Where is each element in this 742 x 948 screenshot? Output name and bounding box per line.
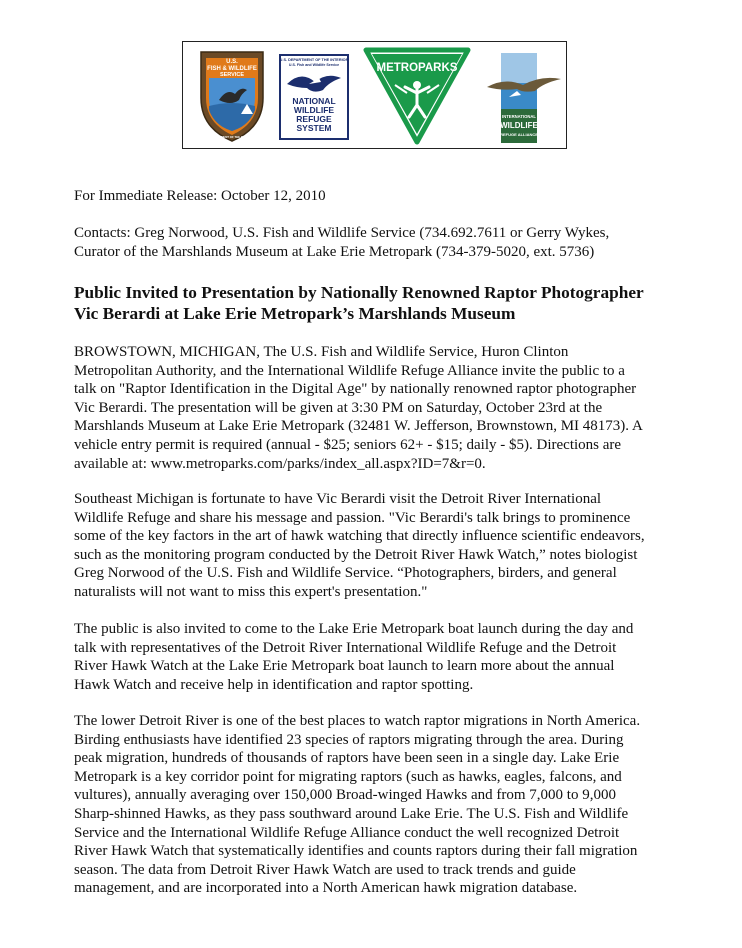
paragraph-line: talk on "Raptor Identification in the Digital Age" by nationally renowned raptor photographer xyxy=(74,381,637,398)
contacts xyxy=(74,224,699,261)
headline-line: Public Invited to Presentation by Nationally Renowned Raptor Photographer xyxy=(74,283,644,302)
paragraph-line: vehicle entry permit is required (annual - $25; seniors 62+ - $15; daily - $5). Directions are xyxy=(74,436,622,453)
svg-text:SERVICE: SERVICE xyxy=(219,72,245,78)
paragraph-line: Southeast Michigan is fortunate to have Vic Berardi visit the Detroit River International xyxy=(74,491,602,507)
svg-text:REFUGE: REFUGE xyxy=(296,114,332,124)
headline xyxy=(74,282,714,324)
svg-text:FISH & WILDLIFE: FISH & WILDLIFE xyxy=(207,66,257,72)
svg-text:METROPARKS: METROPARKS xyxy=(376,62,458,74)
paragraph-line: naturalists will not want to miss this expert's presentation." xyxy=(74,583,428,600)
paragraph-line: Vic Berardi. The presentation will be given at 3:30 PM on Saturday, October 23rd at the xyxy=(74,399,603,416)
paragraph-line: Wildlife Refuge and share his message and passion. "Vic Berardi's talk brings to prominence xyxy=(74,509,631,526)
paragraph-line: Marshlands Museum at Lake Erie Metropark (32481 W. Jefferson, Brownstown, MI 48173). A xyxy=(74,418,643,435)
paragraph-line: some of the key factors in the art of hawk watching that directly influence scientific endeavors, xyxy=(74,528,645,545)
release-date-text: For Immediate Release: October 12, 2010 xyxy=(74,188,326,204)
svg-text:U.S. Fish and Wildlife Service: U.S. Fish and Wildlife Service xyxy=(288,63,340,67)
paragraph-quote xyxy=(74,490,699,602)
paragraph-intro xyxy=(74,343,699,473)
paragraph-boat-launch xyxy=(74,620,699,694)
contacts-line: Curator of the Marshlands Museum at Lake Erie Metropark (734-379-5020, ext. 5736) xyxy=(74,243,595,260)
paragraph-line: Sharp-shinned Hawks, as they pass southward around Lake Erie. The U.S. Fish and Wildlife xyxy=(74,805,629,822)
paragraph-line: available at: www.metroparks.com/parks/index_all.aspx?ID=7&r=0. xyxy=(74,455,486,472)
svg-text:NATIONAL: NATIONAL xyxy=(292,96,336,106)
paragraph-line: talk with representatives of the Detroit River International Wildlife Refuge and the Detroit xyxy=(74,639,617,656)
svg-text:SYSTEM: SYSTEM xyxy=(296,123,332,133)
svg-text:DEPARTMENT OF THE INTERIOR: DEPARTMENT OF THE INTERIOR xyxy=(209,135,255,139)
nwrs-logo xyxy=(279,54,349,140)
paragraph-line: The public is also invited to come to the Lake Erie Metropark boat launch during the day and xyxy=(74,621,634,637)
contacts-line: Contacts: Greg Norwood, U.S. Fish and Wildlife Service (734.692.7611 or Gerry Wykes, xyxy=(74,225,610,241)
logo-banner xyxy=(182,41,567,149)
paragraph-line: The lower Detroit River is one of the best places to watch raptor migrations in North America. xyxy=(74,713,641,729)
usfws-shield-logo xyxy=(197,48,267,144)
paragraph-line: Hawk Watch and receive help in identification and raptor spotting. xyxy=(74,676,474,693)
svg-text:U.S.: U.S. xyxy=(226,59,238,65)
paragraph-line: such as the monitoring program conducted by the Detroit River Hawk Watch,” notes biologist xyxy=(74,546,638,563)
svg-text:INTERNATIONAL: INTERNATIONAL xyxy=(502,114,536,119)
paragraph-line: Service and the International Wildlife Refuge Alliance conduct the well recognized Detroit xyxy=(74,824,620,841)
svg-text:WILDLIFE: WILDLIFE xyxy=(500,121,538,130)
headline-line: Vic Berardi at Lake Erie Metropark’s Marshlands Museum xyxy=(74,304,516,323)
release-date xyxy=(74,187,699,206)
svg-text:WILDLIFE: WILDLIFE xyxy=(293,105,335,115)
svg-text:U.S. DEPARTMENT OF THE INTERIO: U.S. DEPARTMENT OF THE INTERIOR xyxy=(279,58,349,62)
iwra-logo xyxy=(483,47,563,147)
paragraph-line: management, and are incorporated into a North American hawk migration database. xyxy=(74,880,578,897)
svg-text:REFUGE ALLIANCE: REFUGE ALLIANCE xyxy=(500,132,538,137)
paragraph-line: BROWSTOWN, MICHIGAN, The U.S. Fish and Wildlife Service, Huron Clinton xyxy=(74,344,569,360)
paragraph-migration xyxy=(74,712,699,898)
paragraph-line: season. The data from Detroit River Hawk Watch are used to track trends and guide xyxy=(74,861,576,878)
metroparks-logo xyxy=(363,47,471,145)
paragraph-line: River Hawk Watch that systematically identifies and counts raptors during their fall migration xyxy=(74,843,638,860)
paragraph-line: Birding enthusiasts have identified 23 species of raptors migrating through the area. During xyxy=(74,731,624,748)
paragraph-line: River Hawk Watch at the Lake Erie Metropark boat launch to learn more about the annual xyxy=(74,658,615,675)
paragraph-line: Metropolitan Authority, and the International Wildlife Refuge Alliance invite the public to a xyxy=(74,362,625,379)
paragraph-line: vultures), annually averaging over 150,000 Broad-winged Hawks and from 7,000 to 9,000 xyxy=(74,787,616,804)
paragraph-line: peak migration, hundreds of thousands of raptors have been seen in a single day. Lake Erie xyxy=(74,750,620,767)
paragraph-line: Metropark is a key corridor point for migrating raptors (such as hawks, eagles, falcons, and xyxy=(74,768,622,785)
paragraph-line: Greg Norwood of the U.S. Fish and Wildlife Service. “Photographers, birders, and general xyxy=(74,565,617,582)
